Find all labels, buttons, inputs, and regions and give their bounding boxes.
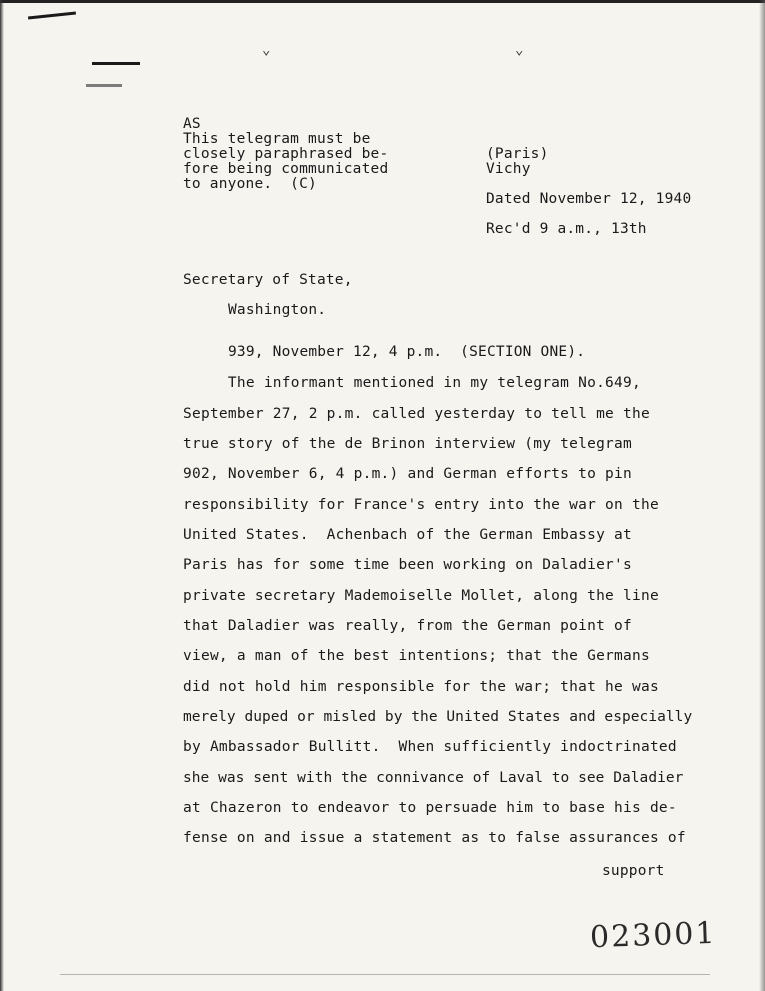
message-line: she was sent with the connivance of Laval to see Daladier	[183, 770, 684, 786]
message-line: The informant mentioned in my telegram No.649,	[183, 375, 641, 391]
pen-mark-top	[28, 11, 76, 19]
recipient-city: Washington.	[228, 302, 327, 318]
pen-mark-dash	[92, 62, 140, 65]
notice-line: closely paraphrased be-	[183, 146, 389, 162]
continuation-word: support	[602, 863, 665, 879]
message-line: merely duped or misled by the United States and especially	[183, 709, 693, 725]
message-line: at Chazeron to endeavor to persuade him to base his de-	[183, 800, 677, 816]
scan-bottom-rule	[60, 974, 710, 975]
message-line: private secretary Mademoiselle Mollet, along the line	[183, 588, 659, 604]
message-line: Paris has for some time been working on Daladier's	[183, 557, 632, 573]
check-mark-icon: ⌄	[515, 42, 524, 58]
message-line: September 27, 2 p.m. called yesterday to tell me the	[183, 406, 650, 422]
place-current: Vichy	[486, 161, 531, 177]
message-line: United States. Achenbach of the German Embassy at	[183, 527, 632, 543]
message-line: responsibility for France's entry into the war on the	[183, 497, 659, 513]
place-origin: (Paris)	[486, 146, 549, 162]
message-line: 902, November 6, 4 p.m.) and German efforts to pin	[183, 466, 632, 482]
notice-line: to anyone. (C)	[183, 176, 317, 192]
message-line: did not hold him responsible for the war; that he was	[183, 679, 659, 695]
handwritten-archive-number: 023001	[589, 915, 718, 956]
scan-top-edge	[0, 0, 765, 3]
message-line: fense on and issue a statement as to false assurances of	[183, 830, 686, 846]
header-code: AS	[183, 116, 201, 132]
scan-left-edge	[0, 0, 4, 991]
scan-right-edge	[759, 0, 765, 991]
notice-line: This telegram must be	[183, 131, 371, 147]
pen-mark-smudge	[86, 84, 122, 87]
message-line: that Daladier was really, from the German point of	[183, 618, 632, 634]
check-mark-icon: ⌄	[262, 42, 271, 58]
message-line: by Ambassador Bullitt. When sufficiently indoctrinated	[183, 739, 677, 755]
received-line: Rec'd 9 a.m., 13th	[486, 221, 647, 237]
message-line: true story of the de Brinon interview (my telegram	[183, 436, 632, 452]
recipient: Secretary of State,	[183, 272, 353, 288]
notice-line: fore being communicated	[183, 161, 389, 177]
message-reference: 939, November 12, 4 p.m. (SECTION ONE).	[228, 344, 586, 360]
dated-line: Dated November 12, 1940	[486, 191, 692, 207]
message-line: view, a man of the best intentions; that the Germans	[183, 648, 650, 664]
